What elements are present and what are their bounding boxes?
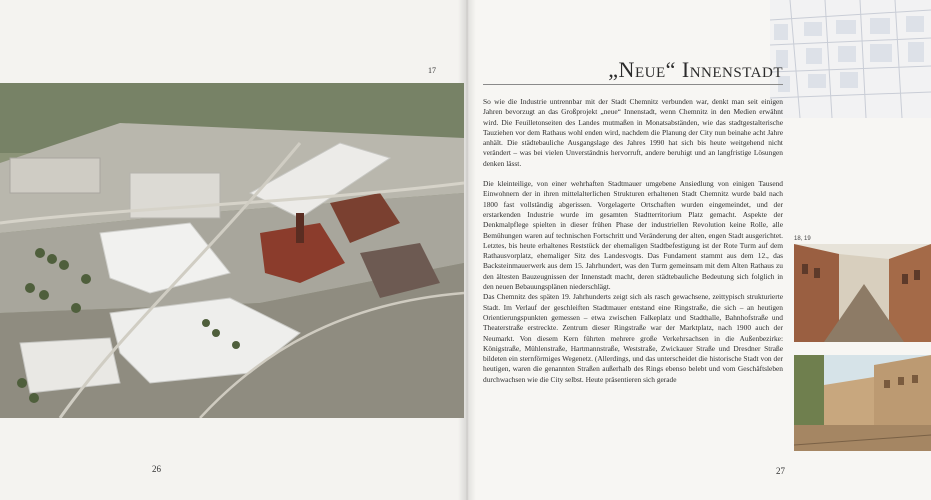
historic-street-photo-1	[794, 244, 931, 342]
left-page-number: 26	[152, 464, 161, 474]
paragraph-1: So wie die Industrie untrennbar mit der Stadt Chemnitz verbunden war, denkt man seit einigen Jahren bevorzugt an das Großprojekt „neue“ Innenstadt, wenn Chemnitz in den Medien erwähnt wird. Die Feuilletonseiten des Landes mutmaßen in Monatsabständen, wie das stadtgestalterische Tauziehen vor dem Rathaus wohl enden wird, nachdem die Planung der City nun beinahe acht Jahre anhält. Die städtebauliche Ausgangslage des Jahres 1990 hat sich bis heute weitgehend nicht verändert – was bei vielen Unverständnis hervorruft, andere beruhigt und an langfristige Lösungen denken lässt.	[483, 97, 783, 168]
right-page-number: 27	[776, 466, 785, 476]
chapter-title: „Neue“ Innenstadt	[608, 57, 783, 82]
body-text	[483, 97, 783, 385]
historic-photo-2-illustration	[794, 355, 931, 451]
street-map-illustration	[770, 0, 931, 118]
paragraph-3: Das Chemnitz des späten 19. Jahrhunderts zeigt sich als rasch gewachsene, zeittypisch strukturierte Stadt. Im Verlauf der geschleiften Stadtmauer entstand eine Ringstraße, die sich – an heutigen Orientierungspunkten gemessen – etwa zwischen Falkeplatz und Stadthalle, Bahnhofstraße und Theaterstraße erstreckte. Zentrum dieser Ringstraße war der Marktplatz, nach 1900 auch der Neumarkt. Von diesem Kern führten mehrere große Verkehrsachsen in die Außenbezirke: Königstraße, Mühlenstraße, Hartmannstraße, Weststraße, Zwickauer Straße und Dresdner Straße bildeten ein sternförmiges Wegenetz. (Allerdings, und das unterscheidet die historische Stadt von der heutigen, waren die genannten Straßen außerhalb des Rings ebenso belebt und vom Geschäftsleben durchwachsen wie die City selbst. Heute präsentieren sich gerade	[483, 292, 783, 384]
aerial-city-photo	[0, 83, 464, 418]
historic-photo-1-illustration	[794, 244, 931, 342]
left-folio: 17	[428, 66, 436, 75]
map-fragment	[770, 0, 931, 118]
title-rule	[483, 84, 783, 85]
historic-street-photo-2	[794, 355, 931, 451]
paragraph-2: Die kleinteilige, von einer wehrhaften Stadtmauer umgebene Ansiedlung von einigen Tausend Einwohnern der in ihren mittelalterlichen Strukturen erhaltenen Stadt Chemnitz wurde bald nach 1800 fast vollständig abgerissen. Vorgelagerte Ortschaften wurden eingemeindet, und der erstarkenden Industrie wurde im gesamten Stadtterritorium Platz gemacht. Aspekte der Denkmalpflege spielten in dieser frühen Phase der industriellen Revolution keine Rolle, alle Bemühungen waren auf technischen Fortschritt und Veränderung der alten, engen Stadt ausgerichtet. Letztes, bis heute erhaltenes Reststück der ehemaligen Stadtbefestigung ist der Rote Turm auf dem Rathausvorplatz, ehemaliger Sitz des Landesvogts. Das Fundament stammt aus dem 12., das Backsteinmauerwerk aus dem 15. Jahrhundert, was den Turm gemeinsam mit dem Alten Rathaus zu den ältesten Bauzeugnissen der Innenstadt macht, deren städtebauliche Bedeutung sich folglich in den neuen Bebauungsplänen niederschlägt.	[483, 179, 783, 292]
image-label: 18, 19	[794, 236, 811, 242]
aerial-photo-illustration	[0, 83, 464, 418]
